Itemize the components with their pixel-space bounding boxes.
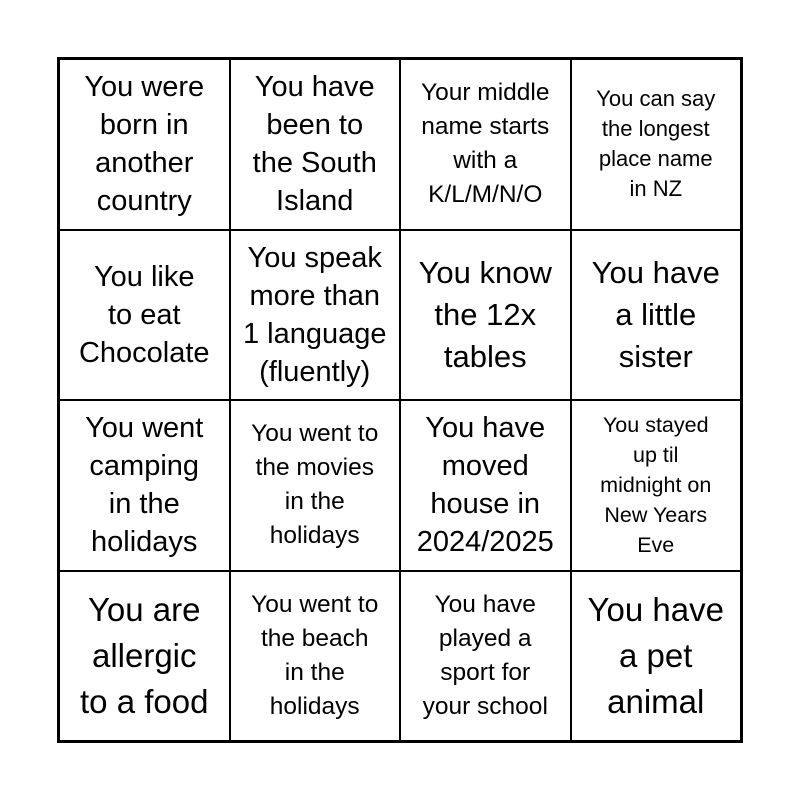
bingo-cell[interactable] (400, 400, 571, 571)
bingo-cell[interactable] (59, 400, 230, 571)
cell-text: You are allergic to a food (80, 590, 209, 720)
cell-text: You speak more than 1 language (fluently) (242, 241, 387, 388)
bingo-cell[interactable] (230, 59, 401, 230)
cell-text: You were born in another country (84, 71, 205, 218)
cell-text: You have a pet animal (587, 590, 724, 720)
bingo-cell[interactable] (400, 230, 571, 401)
cell-text: You have moved house in 2024/2025 (416, 412, 554, 559)
bingo-cell[interactable] (59, 59, 230, 230)
cell-text: You know the 12x tables (418, 254, 552, 374)
cell-text: You can say the longest place name in NZ (596, 86, 716, 202)
bingo-cell[interactable] (571, 571, 742, 742)
cell-text: You stayed up til midnight on New Years Eve (600, 413, 712, 558)
bingo-board (57, 57, 743, 743)
bingo-cell[interactable] (59, 571, 230, 742)
bingo-cell[interactable] (571, 400, 742, 571)
cell-text: You went to the beach in the holidays (251, 590, 379, 720)
bingo-cell[interactable] (230, 571, 401, 742)
bingo-cell[interactable] (230, 230, 401, 401)
cell-text: You like to eat Chocolate (78, 260, 210, 369)
bingo-cell[interactable] (400, 571, 571, 742)
bingo-cell[interactable] (59, 230, 230, 401)
bingo-cell[interactable] (571, 230, 742, 401)
cell-text: You have been to the South Island (252, 71, 377, 218)
bingo-cell[interactable] (400, 59, 571, 230)
cell-text: You went to the movies in the holidays (251, 420, 379, 550)
cell-text: You have played a sport for your school (422, 590, 548, 720)
bingo-cell[interactable] (571, 59, 742, 230)
cell-text: You went camping in the holidays (85, 412, 204, 559)
cell-text: You have a little sister (591, 254, 720, 374)
bingo-cell[interactable] (230, 400, 401, 571)
cell-text: Your middle name starts with a K/L/M/N/O (421, 79, 550, 209)
